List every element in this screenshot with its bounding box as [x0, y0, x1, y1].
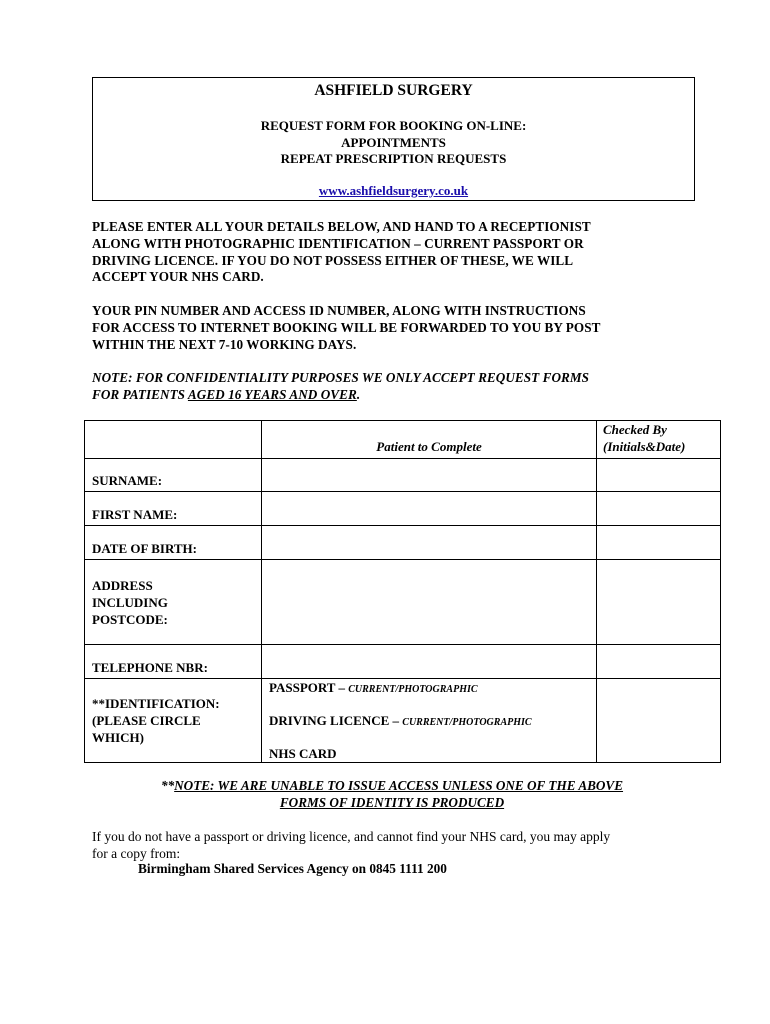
appointments-label: APPOINTMENTS: [341, 135, 446, 150]
dash-separator: –: [389, 713, 403, 728]
note-prefix: FOR PATIENTS: [92, 386, 188, 402]
instruction-line: DRIVING LICENCE. IF YOU DO NOT POSSESS EITHER OF THESE, WE WILL: [92, 252, 574, 268]
instruction-line: PLEASE ENTER ALL YOUR DETAILS BELOW, AND HAND TO A RECEPTIONIST: [92, 219, 591, 234]
table-row: [85, 459, 721, 492]
identification-label-line: WHICH): [92, 730, 144, 745]
surname-check-cell[interactable]: [597, 459, 721, 492]
dob-input[interactable]: [262, 526, 597, 560]
first-name-label: FIRST NAME:: [85, 492, 262, 526]
identification-check-cell[interactable]: [597, 679, 721, 763]
passport-note: CURRENT/PHOTOGRAPHIC: [348, 684, 478, 695]
instruction-line: FOR ACCESS TO INTERNET BOOKING WILL BE FORWARDED TO YOU BY POST: [92, 319, 601, 335]
table-header-row: [85, 421, 721, 459]
replacement-instructions: [92, 829, 712, 863]
dash-separator: –: [335, 680, 349, 695]
identification-label: [85, 679, 262, 763]
identification-label-line: **IDENTIFICATION:: [92, 696, 220, 711]
driving-licence-note: CURRENT/PHOTOGRAPHIC: [402, 717, 532, 728]
warning-text-1: NOTE: WE ARE UNABLE TO ISSUE ACCESS UNLESS ONE OF THE ABOVE: [174, 778, 624, 793]
note-line: [92, 387, 692, 404]
address-input[interactable]: [262, 560, 597, 645]
table-row: [85, 492, 721, 526]
checked-by-label: Checked By: [603, 422, 667, 437]
passport-option[interactable]: [269, 679, 589, 712]
table-row: [85, 560, 721, 645]
first-name-check-cell[interactable]: [597, 492, 721, 526]
replacement-line: for a copy from:: [92, 845, 181, 861]
replacement-line: If you do not have a passport or driving licence, and cannot find your NHS card, you may apply: [92, 829, 611, 844]
note-asterisks: **: [160, 778, 175, 793]
passport-label: PASSPORT: [269, 680, 336, 695]
identification-options: [262, 679, 597, 763]
prescriptions-label: REPEAT PRESCRIPTION REQUESTS: [280, 151, 507, 166]
note-line: NOTE: FOR CONFIDENTIALITY PURPOSES WE ONLY ACCEPT REQUEST FORMS: [92, 370, 590, 385]
driving-licence-option[interactable]: [269, 712, 589, 745]
instructions-paragraph-2: [92, 303, 692, 353]
note-suffix: .: [356, 386, 361, 402]
instruction-line: YOUR PIN NUMBER AND ACCESS ID NUMBER, ALONG WITH INSTRUCTIONS: [92, 303, 586, 318]
instructions-paragraph-1: [92, 219, 692, 286]
registration-form-table: [84, 420, 721, 763]
table-row: [85, 645, 721, 679]
instruction-line: ALONG WITH PHOTOGRAPHIC IDENTIFICATION – CURRENT PASSPORT OR: [92, 235, 584, 251]
identity-warning-line: [92, 777, 692, 794]
header-empty-cell: [85, 421, 262, 459]
surgery-title: ASHFIELD SURGERY: [314, 82, 473, 99]
telephone-label: TELEPHONE NBR:: [85, 645, 262, 679]
checked-column-header: [597, 421, 721, 459]
instruction-line: ACCEPT YOUR NHS CARD.: [92, 269, 264, 285]
address-label-line: POSTCODE:: [92, 612, 168, 627]
table-row: [85, 526, 721, 560]
website-link[interactable]: www.ashfieldsurgery.co.uk: [318, 183, 469, 198]
identity-warning: [92, 777, 692, 811]
dob-check-cell[interactable]: [597, 526, 721, 560]
patient-column-header: Patient to Complete: [262, 421, 597, 459]
table-row: [85, 679, 721, 763]
telephone-check-cell[interactable]: [597, 645, 721, 679]
age-requirement: AGED 16 YEARS AND OVER: [187, 386, 357, 402]
form-subtitle: REQUEST FORM FOR BOOKING ON-LINE:: [260, 118, 527, 133]
address-label: [85, 560, 262, 645]
warning-text-2: FORMS OF IDENTITY IS PRODUCED: [279, 795, 505, 810]
telephone-input[interactable]: [262, 645, 597, 679]
driving-licence-label: DRIVING LICENCE: [269, 713, 390, 728]
first-name-input[interactable]: [262, 492, 597, 526]
agency-contact: Birmingham Shared Services Agency on 0845 1111 200: [138, 861, 447, 876]
surname-label: SURNAME:: [85, 459, 262, 492]
address-label-line: ADDRESS: [92, 578, 153, 593]
age-note: [92, 370, 692, 404]
address-check-cell[interactable]: [597, 560, 721, 645]
nhs-card-option[interactable]: [269, 745, 589, 762]
header-box: [92, 77, 695, 201]
surname-input[interactable]: [262, 459, 597, 492]
initials-date-label: (Initials&Date): [603, 439, 686, 454]
nhs-card-label: NHS CARD: [269, 746, 337, 761]
identification-label-line: (PLEASE CIRCLE: [92, 713, 201, 728]
instruction-line: WITHIN THE NEXT 7-10 WORKING DAYS.: [92, 336, 357, 352]
address-label-line: INCLUDING: [92, 595, 168, 610]
dob-label: DATE OF BIRTH:: [85, 526, 262, 560]
